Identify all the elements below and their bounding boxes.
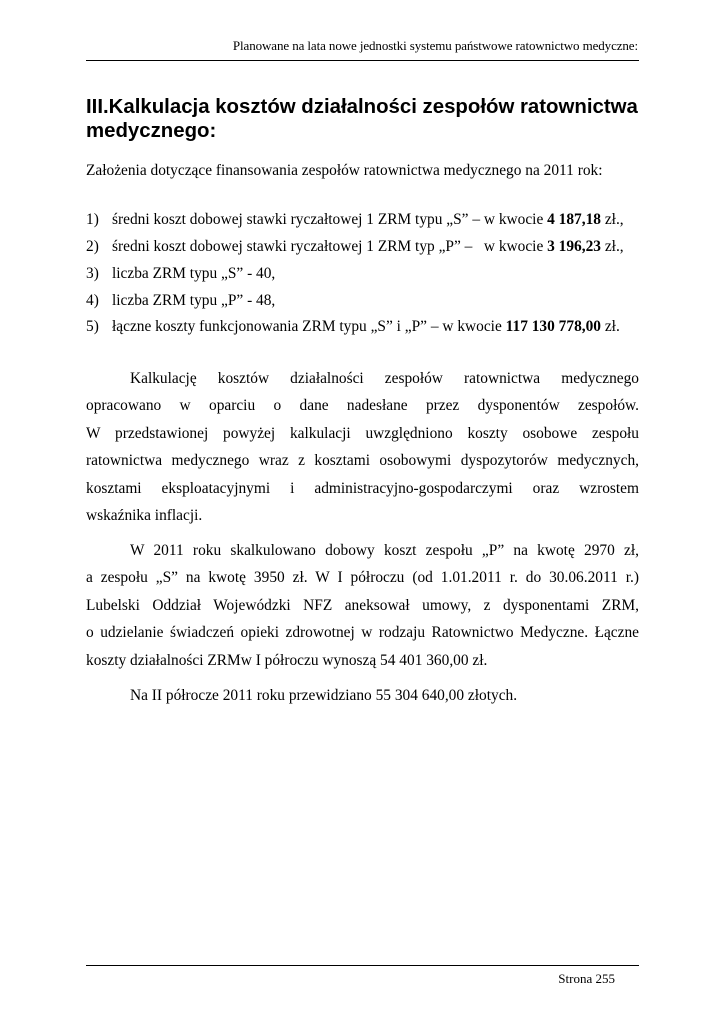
list-item-suffix: zł. [601,318,620,335]
paragraph-line: opracowano w oparciu o dane nadesłane przez dysponentów zespołów. [86,397,639,415]
list-item [86,318,620,336]
list-item-suffix: zł., [601,211,624,228]
paragraph-line: Lubelski Oddział Wojewódzki NFZ aneksował umowy, z dysponentami ZRM, [86,596,639,614]
running-header: Planowane na lata nowe jednostki systemu państwowe ratownictwo medyczne: [232,38,638,53]
list-item-text: średni koszt dobowej stawki ryczałtowej 1 ZRM typ „P” – w kwocie [112,238,548,255]
paragraph-line: koszty działalności ZRMw I półroczu wynoszą 54 401 360,00 zł. [86,651,488,669]
paragraph-line: o udzielanie świadczeń opieki zdrowotnej w rodzaju Ratownictwo Medyczne. Łączne [86,624,639,642]
intro-text: Założenia dotyczące finansowania zespołów ratownictwa medycznego na 2011 rok: [86,162,603,179]
paragraph-line: kosztami eksploatacyjnymi i administracyjno-gospodarczymi oraz wzrostem [86,479,639,497]
list-item-number: 2) [86,238,99,255]
list-item-text: średni koszt dobowej stawki ryczałtowej 1 ZRM typu „S” – w kwocie [112,211,548,228]
section-title-line-2: medycznego: [86,120,217,142]
list-item-suffix: zł., [601,238,624,255]
list-item-number: 4) [86,292,99,309]
paragraph-line: Kalkulację kosztów działalności zespołów ratownictwa medycznego [130,370,639,387]
paragraph-second-half [86,682,639,709]
list-item [86,292,275,310]
list-item [86,265,275,283]
paragraph-costs-2011 [86,537,639,674]
list-item-number: 3) [86,265,99,282]
list-item-number: 5) [86,318,99,335]
paragraph-line: wskaźnika inflacji. [86,506,203,524]
list-item-text: liczba ZRM typu „P” - 48, [112,292,276,309]
footer-rule [86,965,639,966]
section-title [86,95,646,143]
list-item-amount: 117 130 778,00 [505,318,601,335]
paragraph-line: Na II półrocze 2011 roku przewidziano 55 304 640,00 złotych. [130,687,518,704]
list-item [86,211,624,229]
paragraph-calculation [86,365,639,529]
header-rule [86,60,639,61]
paragraph-line: a zespołu „S” na kwotę 3950 zł. W I półroczu (od 1.01.2011 r. do 30.06.2011 r.) [86,569,639,587]
list-item-number: 1) [86,211,99,228]
list-item-text: łączne koszty funkcjonowania ZRM typu „S” i „P” – w kwocie [112,318,506,335]
paragraph-line: ratownictwa medycznego wraz z kosztami osobowymi dyspozytorów medycznych, [86,452,639,470]
section-title-line-1: III.Kalkulacja kosztów działalności zespołów ratownictwa [86,96,638,118]
list-item-amount: 3 196,23 [547,238,601,255]
paragraph-line: W 2011 roku skalkulowano dobowy koszt zespołu „P” na kwotę 2970 zł, [130,542,639,559]
list-item-text: liczba ZRM typu „S” - 40, [112,265,276,282]
list-item-amount: 4 187,18 [547,211,601,228]
list-item [86,238,624,256]
page-number: Strona 255 [558,971,615,986]
paragraph-line: W przedstawionej powyżej kalkulacji uwzględniono koszty osobowe zespołu [86,424,639,442]
